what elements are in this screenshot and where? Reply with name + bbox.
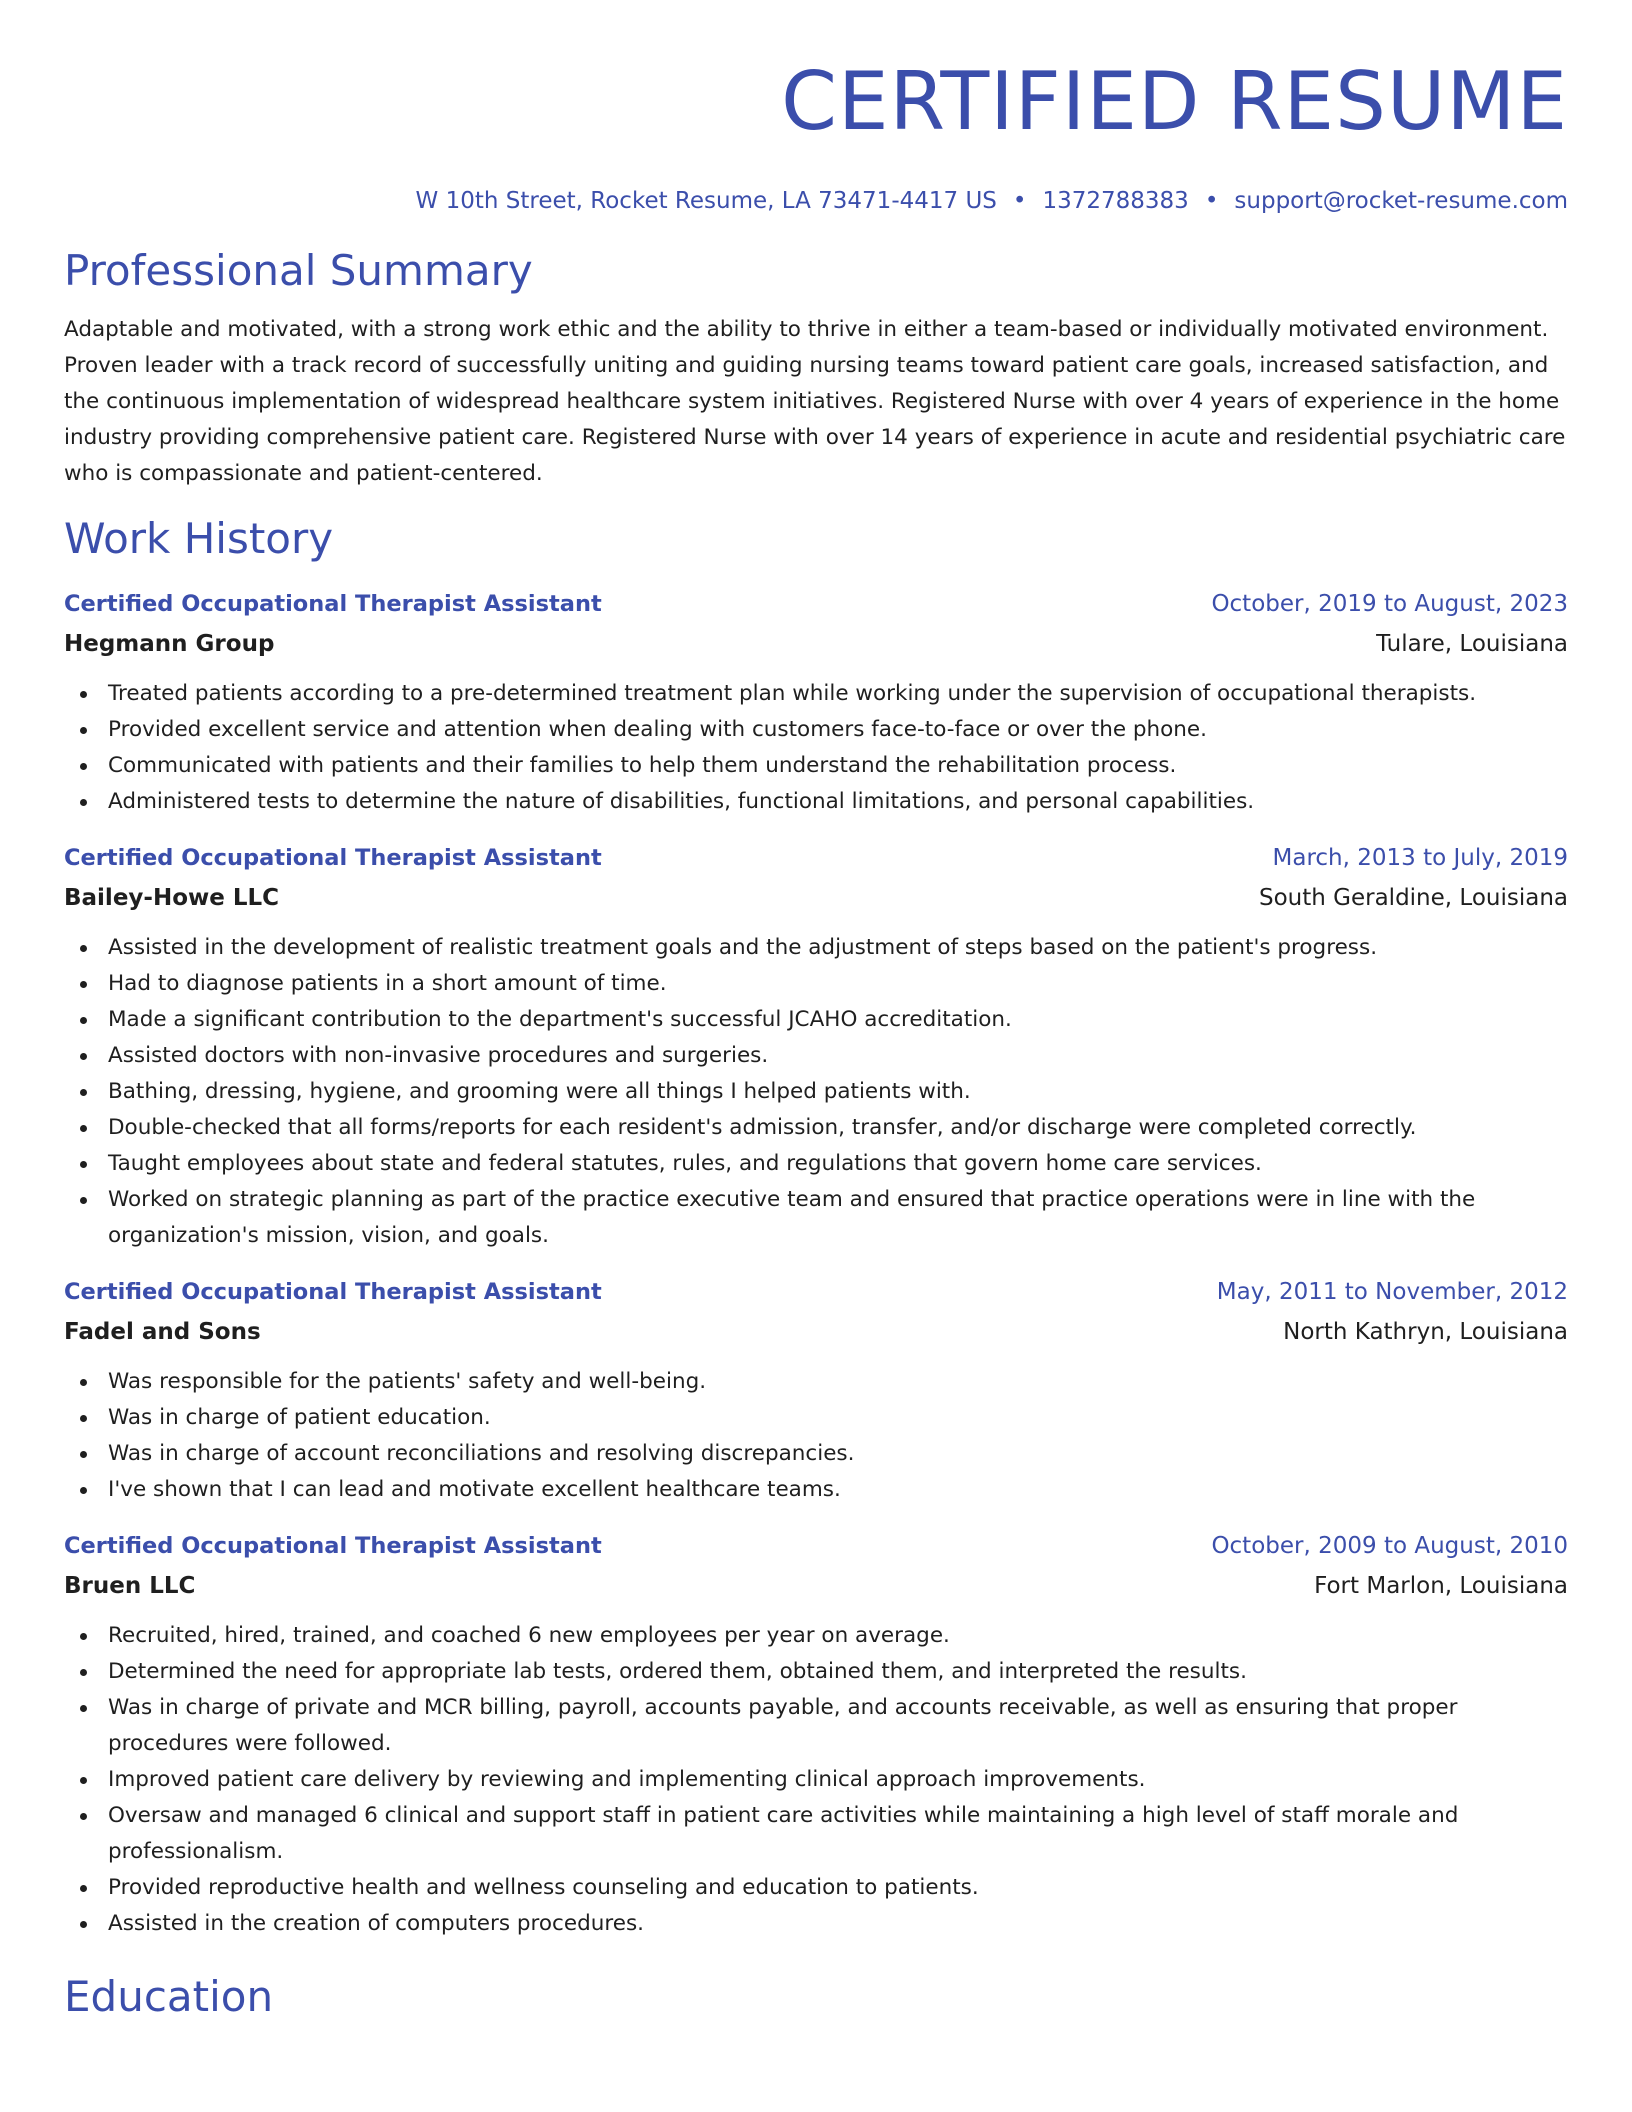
contact-separator: • <box>1204 188 1219 214</box>
job-bullet: Communicated with patients and their families to help them understand the rehabilitation process. <box>64 748 1568 784</box>
job-bullet: Was in charge of account reconciliations and resolving discrepancies. <box>64 1436 1568 1472</box>
job-bullets <box>64 1618 1568 1942</box>
contact-email: support@rocket-resume.com <box>1234 188 1568 214</box>
job-company: Bruen LLC <box>64 1573 196 1599</box>
job-company: Bailey-Howe LLC <box>64 885 280 911</box>
job-header-row <box>64 1526 1568 1566</box>
job-location: North Kathryn, Louisiana <box>1283 1319 1568 1345</box>
section-title-work-history: Work History <box>64 514 334 563</box>
job-bullet: Oversaw and managed 6 clinical and support staff in patient care activities while maintaining a high level of staff morale and professionalism. <box>64 1798 1568 1870</box>
job-bullet: Bathing, dressing, hygiene, and grooming were all things I helped patients with. <box>64 1074 1568 1110</box>
job-employer-row <box>64 1566 1568 1606</box>
job-bullet: I've shown that I can lead and motivate excellent healthcare teams. <box>64 1472 1568 1508</box>
job-title: Certified Occupational Therapist Assistant <box>64 1279 602 1305</box>
job-entry <box>64 1272 1568 1508</box>
section-title-education: Education <box>64 1972 274 2021</box>
contact-separator: • <box>1012 188 1027 214</box>
job-dates: October, 2019 to August, 2023 <box>1211 591 1568 617</box>
work-history-section <box>64 512 1568 1942</box>
resume-header <box>64 0 1568 216</box>
job-dates: May, 2011 to November, 2012 <box>1216 1279 1568 1305</box>
job-header-row <box>64 1272 1568 1312</box>
job-bullet: Double-checked that all forms/reports for each resident's admission, transfer, and/or discharge were completed correctly. <box>64 1110 1568 1146</box>
job-bullet: Was responsible for the patients' safety and well-being. <box>64 1364 1568 1400</box>
job-bullet: Improved patient care delivery by reviewing and implementing clinical approach improvements. <box>64 1762 1568 1798</box>
job-bullet: Treated patients according to a pre-determined treatment plan while working under the supervision of occupational therapists. <box>64 676 1568 712</box>
job-employer-row <box>64 624 1568 664</box>
job-bullet: Assisted doctors with non-invasive procedures and surgeries. <box>64 1038 1568 1074</box>
job-bullet: Recruited, hired, trained, and coached 6 new employees per year on average. <box>64 1618 1568 1654</box>
job-employer-row <box>64 878 1568 918</box>
job-entry <box>64 584 1568 820</box>
job-bullet: Taught employees about state and federal statutes, rules, and regulations that govern home care services. <box>64 1146 1568 1182</box>
job-entry <box>64 838 1568 1254</box>
job-company: Fadel and Sons <box>64 1319 261 1345</box>
job-bullet: Made a significant contribution to the department's successful JCAHO accreditation. <box>64 1002 1568 1038</box>
job-bullet: Provided excellent service and attention when dealing with customers face-to-face or over the phone. <box>64 712 1568 748</box>
job-location: Fort Marlon, Louisiana <box>1314 1573 1568 1599</box>
job-employer-row <box>64 1312 1568 1352</box>
professional-summary-section <box>64 244 1568 492</box>
job-bullets <box>64 1364 1568 1508</box>
job-location: South Geraldine, Louisiana <box>1259 885 1568 911</box>
job-title: Certified Occupational Therapist Assistant <box>64 845 602 871</box>
section-title-summary: Professional Summary <box>64 246 533 295</box>
job-entry <box>64 1526 1568 1942</box>
education-section <box>64 1970 1568 2024</box>
job-bullet: Worked on strategic planning as part of the practice executive team and ensured that practice operations were in line with the organization's mission, vision, and goals. <box>64 1182 1568 1254</box>
job-bullet: Was in charge of private and MCR billing, payroll, accounts payable, and accounts receivable, as well as ensuring that proper procedures were followed. <box>64 1690 1568 1762</box>
job-bullet: Had to diagnose patients in a short amount of time. <box>64 966 1568 1002</box>
job-bullet: Provided reproductive health and wellness counseling and education to patients. <box>64 1870 1568 1906</box>
job-dates: March, 2013 to July, 2019 <box>1272 845 1568 871</box>
job-location: Tulare, Louisiana <box>1376 631 1568 657</box>
resume-name: CERTIFIED RESUME <box>781 55 1568 148</box>
job-bullets <box>64 676 1568 820</box>
job-bullet: Assisted in the development of realistic treatment goals and the adjustment of steps based on the patient's progress. <box>64 930 1568 966</box>
job-bullet: Administered tests to determine the nature of disabilities, functional limitations, and personal capabilities. <box>64 784 1568 820</box>
job-bullets <box>64 930 1568 1254</box>
summary-text: Adaptable and motivated, with a strong work ethic and the ability to thrive in either a team-based or individually motivated environment. Proven leader with a track record of successfully uniting and guiding nursing teams toward patient care goals, increased satisfaction, and the continuous implementation of widespread healthcare system initiatives. Registered Nurse with over 4 years of experience in the home industry providing comprehensive patient care. Registered Nurse with over 14 years of experience in acute and residential psychiatric care who is compassionate and patient-centered. <box>64 317 1566 486</box>
job-bullet: Assisted in the creation of computers procedures. <box>64 1906 1568 1942</box>
job-dates: October, 2009 to August, 2010 <box>1211 1533 1568 1559</box>
contact-address: W 10th Street, Rocket Resume, LA 73471-4417 US <box>415 188 997 214</box>
job-header-row <box>64 838 1568 878</box>
job-bullet: Was in charge of patient education. <box>64 1400 1568 1436</box>
job-company: Hegmann Group <box>64 631 275 657</box>
contact-line <box>64 186 1568 216</box>
job-bullet: Determined the need for appropriate lab tests, ordered them, obtained them, and interpreted the results. <box>64 1654 1568 1690</box>
job-title: Certified Occupational Therapist Assistant <box>64 591 602 617</box>
contact-phone: 1372788383 <box>1042 188 1189 214</box>
job-header-row <box>64 584 1568 624</box>
job-title: Certified Occupational Therapist Assistant <box>64 1533 602 1559</box>
